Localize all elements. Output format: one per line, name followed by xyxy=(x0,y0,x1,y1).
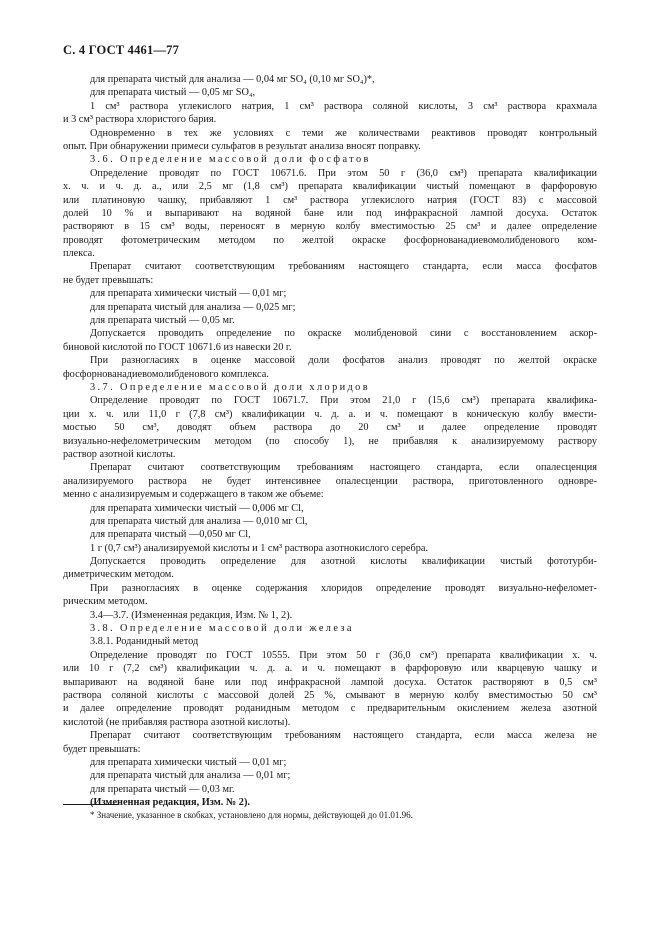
text-line: Препарат считают соответствующим требованиям настоящего стандарта, если масса фосфатов xyxy=(90,261,597,273)
text-line: для препарата чистый для анализа — 0,010 мг Cl, xyxy=(90,515,308,527)
text-line: Определение проводят по ГОСТ 10671.6. При этом 50 г (36,0 см³) препарата квалификации xyxy=(90,167,597,179)
text-line: для препарата чистый — 0,03 мг. xyxy=(90,783,235,795)
text-line: Допускается проводить определение по окраске молибденовой сини с восстановлением аскор- xyxy=(90,328,597,340)
text-line: или 10 г (7,2 см³) квалификации ч. д. а. и ч. помещают в фарфоровую или кварцевую чашку и xyxy=(63,663,597,675)
text-line: (Измененная редакция, Изм. № 2). xyxy=(90,797,250,809)
text-line: раствора соляной кислоты с массовой долей 25 %, смывают в мерную колбу вместимостью 50 см³ xyxy=(63,689,597,701)
text-line: Препарат считают соответствующим требованиям настоящего стандарта, если масса железа не xyxy=(90,730,597,742)
text-line: Одновременно в тех же условиях с теми же количествами реактивов проводят контрольный xyxy=(90,127,597,139)
text-line: не будет превышать: xyxy=(63,274,154,286)
text-line: фосфорнованадиевомолибденового комплекса. xyxy=(63,368,269,380)
page-header: С. 4 ГОСТ 4461—77 xyxy=(63,43,180,57)
footnote-divider xyxy=(63,804,119,805)
text-line: 3.8.1. Роданидный метод xyxy=(90,636,199,648)
text-line: плекса. xyxy=(63,248,95,260)
text-line: ции х. ч. или 11,0 г (7,8 см³) квалификации ч. д. а. и ч. помещают в коническую колбу вмести- xyxy=(63,408,597,420)
text-line: диметрическим методом. xyxy=(63,569,174,581)
text-line: 3.4—3.7. (Измененная редакция, Изм. № 1, 2). xyxy=(90,609,293,621)
text-line: кислотой (не прибавляя раствора азотной кислоты). xyxy=(63,716,291,728)
text-line: 1 см³ раствора углекислого натрия, 1 см³ раствора соляной кислоты, 3 см³ раствора крахмала xyxy=(90,100,597,112)
text-line: для препарата чистый —0,050 мг Cl, xyxy=(90,529,251,541)
text-line: долей 10 % и выпаривают на водяной бане или под инфракрасной лампой досуха. Остаток xyxy=(63,207,597,219)
text-line: или платиновую чашку, прибавляют 1 см³ раствора углекислого натрия (ГОСТ 83) с массовой xyxy=(63,194,597,206)
text-line: Определение проводят по ГОСТ 10671.7. При этом 21,0 г (15,6 см³) препарата квалифика- xyxy=(90,395,597,407)
text-line: для препарата чистый — 0,05 мг SO₄, xyxy=(90,87,256,99)
text-line: для препарата химически чистый — 0,01 мг; xyxy=(90,288,287,300)
text-line: Допускается проводить определение для азотной кислоты квалификации чистый фототурби- xyxy=(90,556,597,568)
text-line: 3.6. Определение массовой доли фосфатов xyxy=(90,154,371,166)
text-line: биновой кислотой по ГОСТ 10671.6 из навески 20 г. xyxy=(63,341,292,353)
text-line: и далее определение проводят роданидным методом с предварительным окислением железа азотной xyxy=(63,703,597,715)
text-line: визуально-нефелометрическим методом (по способу 1), не прибавляя к анализируемому раствору xyxy=(63,435,597,447)
text-line: анализируемого раствора не будет интенсивнее опалесценции раствора, приготовленного одновре- xyxy=(63,475,597,487)
text-line: х. ч. и ч. д. а., или 2,5 мг (1,8 см³) препарата квалификации чистый помещают в фарфоровую xyxy=(63,181,597,193)
text-line: будет превышать: xyxy=(63,743,141,755)
text-line: опыт. При обнаружении примеси сульфатов в результат анализа вносят поправку. xyxy=(63,140,421,152)
footnote: * Значение, указанное в скобках, установлено для нормы, действующей до 01.01.96. xyxy=(90,810,413,820)
text-line: рическим методом. xyxy=(63,596,148,608)
text-line: для препарата чистый — 0,05 мг. xyxy=(90,315,235,327)
text-line: Определение проводят по ГОСТ 10555. При этом 50 г (36,0 см³) препарата квалификации х. ч. xyxy=(90,649,597,661)
text-line: для препарата химически чистый — 0,006 мг Cl, xyxy=(90,502,304,514)
document-body xyxy=(63,73,597,809)
text-line: При разногласиях в оценке массовой доли фосфатов анализ проводят по желтой окраске xyxy=(90,355,597,367)
text-line: проводят фотометрическим методом по желтой окраске фосфорнованадиевомолибденового ком- xyxy=(63,234,597,246)
text-line: растворяют в 15 см³ воды, переносят в мерную колбу вместимостью 25 см³ и далее определение xyxy=(63,221,597,233)
text-line: 1 г (0,7 см³) анализируемой кислоты и 1 см³ раствора азотнокислого серебра. xyxy=(90,542,429,554)
text-line: При разногласиях в оценке содержания хлоридов определение проводят визуально-нефеломет- xyxy=(90,582,597,594)
text-line: 3.7. Определение массовой доли хлоридов xyxy=(90,381,370,393)
text-line: менно с анализируемым и содержащего в таком же объеме: xyxy=(63,489,324,501)
text-line: выпаривают на водяной бане или под инфракрасной лампой досуха. Остаток растворяют в 0,5 см³ xyxy=(63,676,597,688)
text-line: мостью 50 см³, доводят объем раствора до 20 см³ и далее определение проводят xyxy=(63,422,597,434)
text-line: для препарата чистый для анализа — 0,025 мг; xyxy=(90,301,296,313)
text-line: для препарата чистый для анализа — 0,01 мг; xyxy=(90,770,291,782)
text-line: для препарата чистый для анализа — 0,04 мг SO₄ (0,10 мг SO₄)*, xyxy=(90,74,375,85)
text-line: Препарат считают соответствующим требованиям настоящего стандарта, если опалесценция xyxy=(90,462,597,474)
text-line: 3.8. Определение массовой доли железа xyxy=(90,623,354,635)
text-line: для препарата химически чистый — 0,01 мг; xyxy=(90,756,287,768)
text-line: и 3 см³ раствора хлористого бария. xyxy=(63,114,217,126)
text-line: раствор азотной кислоты. xyxy=(63,448,176,460)
